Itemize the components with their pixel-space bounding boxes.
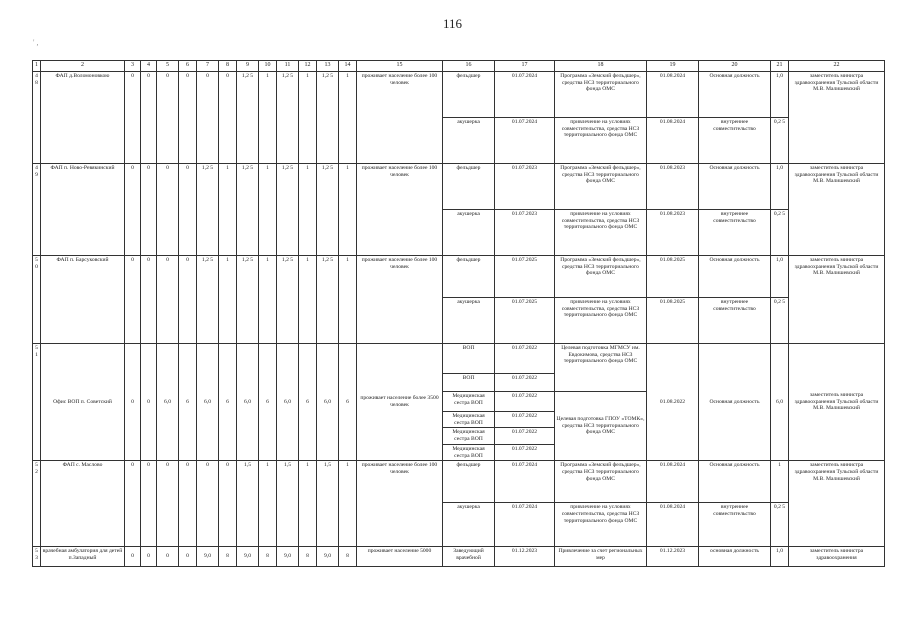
table-cell: 1,2 5: [277, 72, 299, 164]
facility-name: ФАП с. Маслово: [41, 461, 125, 547]
table-cell: 1,0: [771, 72, 789, 118]
position: фельдшер: [443, 461, 495, 503]
employment-type: внутреннее совместительство: [699, 210, 771, 256]
employment-type: Основная должность: [699, 344, 771, 461]
responsible-person: заместитель министра здравоохранения Тульской области М.В. Малишевский: [789, 164, 885, 256]
date-cell: 01.07.2025: [495, 298, 555, 344]
employment-type: Основная должность: [699, 164, 771, 210]
table-cell: 0: [125, 344, 141, 461]
date-cell: 01.08.2024: [647, 503, 699, 547]
employment-type: основная должность: [699, 547, 771, 567]
header-cell: 17: [495, 61, 555, 72]
date-cell: 01.07.2023: [495, 210, 555, 256]
employment-type: Основная должность: [699, 461, 771, 503]
table-cell: 9,0: [237, 547, 259, 567]
facility-name: ФАП п. Ново-Ревякинский: [41, 164, 125, 256]
table-cell: 0: [141, 256, 157, 344]
table-cell: 1: [299, 72, 317, 164]
table-cell: 8: [299, 547, 317, 567]
table-cell: 6: [259, 344, 277, 461]
table-cell: 1,0: [771, 164, 789, 210]
position: Медицинская сестра ВОП: [443, 444, 495, 460]
funding-source: Программа «Земский фельдшер», средства НСЗ территориального фонда ОМС: [555, 461, 647, 503]
date-cell: 01.08.2023: [647, 210, 699, 256]
header-cell: 8: [219, 61, 237, 72]
table-cell: 1: [339, 72, 357, 164]
table-cell: 1: [339, 164, 357, 256]
table-cell: 1: [259, 164, 277, 256]
table-row: [33, 344, 885, 374]
table-cell: 0: [125, 461, 141, 547]
header-cell: 21: [771, 61, 789, 72]
date-cell: 01.07.2024: [495, 72, 555, 118]
table-cell: 8: [219, 547, 237, 567]
table-cell: 0: [125, 72, 141, 164]
responsible-person: заместитель министра здравоохранения Тульской области М.В. Малишевский: [789, 461, 885, 547]
table-row: [33, 72, 885, 118]
position: фельдшер: [443, 164, 495, 210]
header-cell: 13: [317, 61, 339, 72]
date-cell: 01.07.2022: [495, 374, 555, 392]
table-cell: 0: [125, 164, 141, 256]
table-row: [33, 461, 885, 503]
header-cell: 12: [299, 61, 317, 72]
table-cell: 0: [219, 72, 237, 164]
table-cell: 9,0: [277, 547, 299, 567]
responsible-person: заместитель министра здравоохранения Тульской области М.В. Малишевский: [789, 256, 885, 344]
header-cell: 4: [141, 61, 157, 72]
date-cell: 01.08.2024: [647, 72, 699, 118]
table-cell: 0: [179, 256, 197, 344]
row-number: 5 3: [33, 547, 41, 567]
table-cell: 1: [299, 256, 317, 344]
table-cell: 1,2 5: [277, 256, 299, 344]
table-cell: 6,0: [277, 344, 299, 461]
table-cell: 0: [157, 547, 179, 567]
header-row: [33, 61, 885, 72]
table-cell: 9,0: [317, 547, 339, 567]
header-cell: 7: [197, 61, 219, 72]
table-cell: 1,5: [237, 461, 259, 547]
table-cell: 0: [179, 164, 197, 256]
table-cell: 1,0: [771, 547, 789, 567]
table-cell: 1,5: [317, 461, 339, 547]
funding-source: Целевая подготовка ГПОУ «ТОМК», средства НСЗ территориального фонда ОМС: [555, 392, 647, 461]
position: фельдшер: [443, 72, 495, 118]
table-cell: 0: [219, 461, 237, 547]
date-cell: 01.07.2024: [495, 503, 555, 547]
header-cell: 14: [339, 61, 357, 72]
header-cell: 18: [555, 61, 647, 72]
position: фельдшер: [443, 256, 495, 298]
table-cell: 1,2 5: [197, 256, 219, 344]
date-cell: 01.07.2024: [495, 118, 555, 164]
header-cell: 16: [443, 61, 495, 72]
table-cell: 0: [141, 164, 157, 256]
table-cell: 1: [259, 461, 277, 547]
table-cell: 8: [259, 547, 277, 567]
table-row: [33, 547, 885, 567]
table-cell: 0: [141, 547, 157, 567]
table-cell: 6,0: [157, 344, 179, 461]
funding-source: привлечение на условиях совместительства, средства НСЗ территориального фонда ОМС: [555, 503, 647, 547]
population-note: проживает население более 100 человек: [357, 72, 443, 164]
employment-type: внутреннее совместительство: [699, 503, 771, 547]
date-cell: 01.07.2022: [495, 428, 555, 444]
date-cell: 01.08.2022: [647, 344, 699, 461]
header-cell: 5: [157, 61, 179, 72]
table-cell: 1,2 5: [317, 72, 339, 164]
table-cell: 0: [157, 164, 179, 256]
table-cell: 1,5: [277, 461, 299, 547]
table-cell: 1,2 5: [277, 164, 299, 256]
responsible-person: заместитель министра здравоохранения Тульской области М.В. Малишевский: [789, 72, 885, 164]
table-cell: 1,0: [771, 256, 789, 298]
date-cell: 01.08.2025: [647, 256, 699, 298]
date-cell: 01.07.2022: [495, 392, 555, 412]
facility-name: ФАП д.Воломоновкою: [41, 72, 125, 164]
population-note: проживает население более 100 человек: [357, 164, 443, 256]
table-cell: 0: [141, 461, 157, 547]
table-cell: 1: [299, 461, 317, 547]
header-cell: 11: [277, 61, 299, 72]
position: акушерка: [443, 503, 495, 547]
position: ВОП: [443, 344, 495, 374]
employment-type: Основная должность: [699, 72, 771, 118]
header-cell: 1: [33, 61, 41, 72]
table-cell: 1: [339, 461, 357, 547]
table-cell: 1: [259, 256, 277, 344]
table-cell: 1: [299, 164, 317, 256]
table-cell: 0: [179, 461, 197, 547]
scan-mark: ' ,: [33, 38, 39, 47]
date-cell: 01.12.2023: [647, 547, 699, 567]
table-cell: 0: [197, 72, 219, 164]
row-number: 5 0: [33, 256, 41, 344]
date-cell: 01.08.2024: [647, 461, 699, 503]
date-cell: 01.07.2024: [495, 461, 555, 503]
date-cell: 01.07.2025: [495, 256, 555, 298]
page-number: 116: [442, 16, 463, 31]
table-cell: 0,2 5: [771, 298, 789, 344]
table-cell: 1: [339, 256, 357, 344]
row-number: 5 1: [33, 344, 41, 461]
position: Медицинская сестра ВОП: [443, 392, 495, 412]
table-cell: 0: [157, 461, 179, 547]
funding-source: Целевая подготовка МГМСУ им. Евдокимова, средства НСЗ территориального фонда ОМС: [555, 344, 647, 392]
position: Заведующий врачебной: [443, 547, 495, 567]
responsible-person: заместитель министра здравоохранения Тульской области М.В. Малишевский: [789, 344, 885, 461]
table-cell: 1: [219, 164, 237, 256]
row-number: 4 9: [33, 164, 41, 256]
header-cell: 2: [41, 61, 125, 72]
population-note: проживает население более 100 человек: [357, 461, 443, 547]
table-row: [33, 164, 885, 210]
table-cell: 0: [197, 461, 219, 547]
table-cell: 1,2 5: [237, 72, 259, 164]
funding-source: привлечение на условиях совместительства, средства НСЗ территориального фонда ОМС: [555, 298, 647, 344]
table-cell: 0: [125, 547, 141, 567]
table-cell: 1,2 5: [237, 164, 259, 256]
header-cell: 20: [699, 61, 771, 72]
facility-name: ФАП п. Барсуковский: [41, 256, 125, 344]
funding-source: привлечение на условиях совместительства, средства НСЗ территориального фонда ОМС: [555, 210, 647, 256]
date-cell: 01.08.2025: [647, 298, 699, 344]
header-cell: 22: [789, 61, 885, 72]
table-cell: 1: [219, 256, 237, 344]
employment-type: внутреннее совместительство: [699, 118, 771, 164]
funding-source: привлечение на условиях совместительства, средства НСЗ территориального фонда ОМС: [555, 118, 647, 164]
position: Медицинская сестра ВОП: [443, 428, 495, 444]
header-cell: 15: [357, 61, 443, 72]
row-number: 5 2: [33, 461, 41, 547]
table-cell: 6,0: [197, 344, 219, 461]
table-cell: 1,2 5: [317, 256, 339, 344]
funding-source: Программа «Земский фельдшер», средства НСЗ территориального фонда ОМС: [555, 164, 647, 210]
date-cell: 01.08.2023: [647, 164, 699, 210]
table-cell: 6,0: [237, 344, 259, 461]
table-row: [33, 256, 885, 298]
table-cell: 1,2 5: [197, 164, 219, 256]
population-note: проживает население более 3500 человек: [357, 344, 443, 461]
date-cell: 01.07.2022: [495, 412, 555, 428]
position: Медицинская сестра ВОП: [443, 412, 495, 428]
facility-name: Офис ВОП п. Советский: [41, 344, 125, 461]
date-cell: 01.07.2023: [495, 164, 555, 210]
table-cell: 0: [141, 72, 157, 164]
row-number: 4 8: [33, 72, 41, 164]
table-cell: 6: [219, 344, 237, 461]
table-cell: 0,2 5: [771, 210, 789, 256]
funding-source: Привлечение за счет региональных мер: [555, 547, 647, 567]
staffing-table: [32, 60, 885, 567]
date-cell: 01.07.2022: [495, 444, 555, 460]
table-cell: 1,2 5: [237, 256, 259, 344]
table-cell: 0: [125, 256, 141, 344]
date-cell: 01.07.2022: [495, 344, 555, 374]
facility-name: врачебная амбулатория для детей п.Западный: [41, 547, 125, 567]
funding-source: Программа «Земский фельдшер», средства НСЗ территориального фонда ОМС: [555, 72, 647, 118]
responsible-person: заместитель министра здравоохранения: [789, 547, 885, 567]
date-cell: 01.08.2024: [647, 118, 699, 164]
table-cell: 1: [771, 461, 789, 503]
table-cell: 9,0: [197, 547, 219, 567]
position: акушерка: [443, 298, 495, 344]
table-cell: 0: [179, 72, 197, 164]
table-cell: 0,2 5: [771, 118, 789, 164]
table-cell: 6: [299, 344, 317, 461]
position: акушерка: [443, 118, 495, 164]
header-cell: 10: [259, 61, 277, 72]
table-cell: 0,2 5: [771, 503, 789, 547]
employment-type: внутреннее совместительство: [699, 298, 771, 344]
employment-type: Основная должность: [699, 256, 771, 298]
position: акушерка: [443, 210, 495, 256]
table-cell: 0: [179, 547, 197, 567]
funding-source: Программа «Земский фельдшер», средства НСЗ территориального фонда ОМС: [555, 256, 647, 298]
header-cell: 6: [179, 61, 197, 72]
table-cell: 6,0: [317, 344, 339, 461]
population-note: проживает население более 100 человек: [357, 256, 443, 344]
table-cell: 6: [339, 344, 357, 461]
position: ВОП: [443, 374, 495, 392]
table-cell: 0: [141, 344, 157, 461]
header-cell: 9: [237, 61, 259, 72]
table-cell: 1,2 5: [317, 164, 339, 256]
table-cell: 0: [157, 256, 179, 344]
table-cell: 6: [179, 344, 197, 461]
table-cell: 0: [157, 72, 179, 164]
table-cell: 1: [259, 72, 277, 164]
table-cell: 6,0: [771, 344, 789, 461]
date-cell: 01.12.2023: [495, 547, 555, 567]
population-note: проживает население 5000: [357, 547, 443, 567]
header-cell: 3: [125, 61, 141, 72]
header-cell: 19: [647, 61, 699, 72]
table-cell: 8: [339, 547, 357, 567]
